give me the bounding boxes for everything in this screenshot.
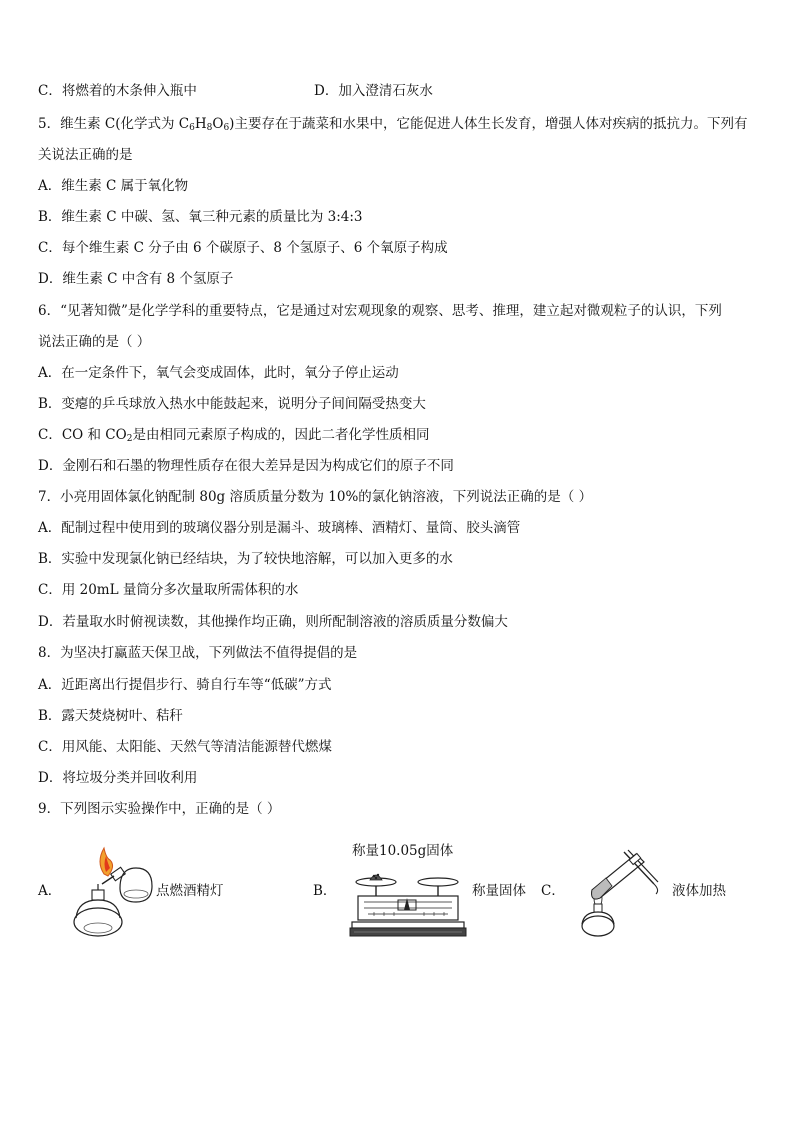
q7-option-c: C．用 20mL 量筒分多次量取所需体积的水 <box>38 582 299 598</box>
q7-option-d: D．若量取水时俯视读数，其他操作均正确，则所配制溶液的溶质质量分数偏大 <box>38 614 508 630</box>
liquid-heating-icon <box>570 846 662 940</box>
fig-a-label: A． <box>38 883 62 899</box>
fig-c-caption: 液体加热 <box>672 883 726 899</box>
q5-stem-line1: 5．维生素 C(化学式为 $C_6H_8O_6$)主要存在于蔬菜和水果中，它能促进人体生长发育，增强人体对疾病的抵抗力。下列有 <box>38 116 748 133</box>
q8-option-b: B．露天焚烧树叶、秸秆 <box>38 708 183 724</box>
fig-c-label: C． <box>541 883 565 899</box>
q6-option-a: A．在一定条件下，氧气会变成固体，此时，氧分子停止运动 <box>38 365 399 381</box>
q6-stem-line1: 6．“见著知微”是化学学科的重要特点，它是通过对宏观现象的观察、思考、推理，建立起对微观粒子的认识，下列 <box>38 303 722 319</box>
q6-stem-line2: 说法正确的是（ ） <box>38 334 151 350</box>
q7-option-a: A．配制过程中使用到的玻璃仪器分别是漏斗、玻璃棒、酒精灯、量筒、胶头滴管 <box>38 520 521 536</box>
q5-option-c: C．每个维生素 C 分子由 6 个碳原子、8 个氢原子、6 个氧原子构成 <box>38 240 448 256</box>
q9-figures <box>0 838 794 948</box>
fig-a-caption: 点燃酒精灯 <box>156 883 224 899</box>
q8-option-c: C．用风能、太阳能、天然气等清洁能源替代燃煤 <box>38 739 332 755</box>
alcohol-lamp-lighting-icon <box>68 844 158 940</box>
q6-option-b: B．变瘪的乒乓球放入热水中能鼓起来，说明分子间间隔受热变大 <box>38 396 426 412</box>
q8-option-d: D．将垃圾分类并回收利用 <box>38 770 198 786</box>
q7-stem: 7．小亮用固体氯化钠配制 80g 溶质质量分数为 10%的氯化钠溶液，下列说法正确的是（ ） <box>38 489 593 505</box>
q4-option-d: D．加入澄清石灰水 <box>314 83 433 99</box>
q5-stem-line2: 关说法正确的是 <box>38 147 133 163</box>
fig-b-top-caption: 称量10.05g固体 <box>352 843 454 859</box>
q4-option-c: C．将燃着的木条伸入瓶中 <box>38 83 197 99</box>
q8-option-a: A．近距离出行提倡步行、骑自行车等“低碳”方式 <box>38 677 332 693</box>
q7-option-b: B．实验中发现氯化钠已经结块，为了较快地溶解，可以加入更多的水 <box>38 551 453 567</box>
fig-b-caption: 称量固体 <box>472 883 526 899</box>
q5-option-d: D．维生素 C 中含有 8 个氢原子 <box>38 271 234 287</box>
q5-option-a: A．维生素 C 属于氧化物 <box>38 178 189 194</box>
q5-option-b: B．维生素 C 中碳、氢、氧三种元素的质量比为 3:4:3 <box>38 209 363 225</box>
q6-option-d: D．金刚石和石墨的物理性质存在很大差异是因为构成它们的原子不同 <box>38 458 454 474</box>
q8-stem: 8．为坚决打赢蓝天保卫战，下列做法不值得提倡的是 <box>38 645 358 661</box>
balance-scale-icon <box>348 862 468 940</box>
q9-stem: 9．下列图示实验操作中，正确的是（ ） <box>38 801 281 817</box>
fig-b-label: B． <box>313 883 337 899</box>
q6-option-c: C．CO 和 $CO_2$是由相同元素原子构成的，因此二者化学性质相同 <box>38 427 430 444</box>
